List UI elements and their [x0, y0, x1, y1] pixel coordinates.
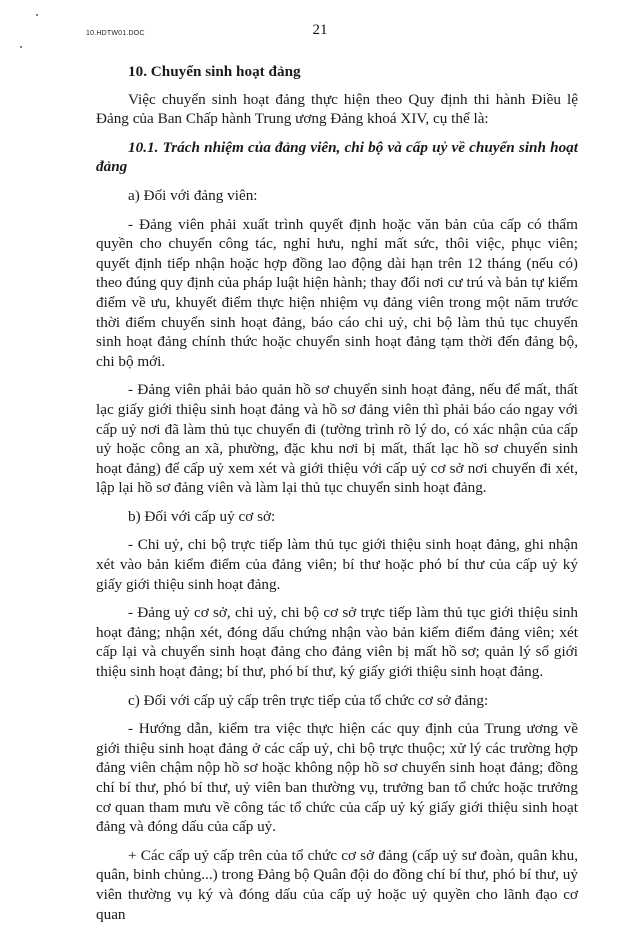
- section-intro: Việc chuyển sinh hoạt đảng thực hiện theo Quy định thi hành Điều lệ Đảng của Ban Chấp hành Trung ương Đảng khoá XIV, cụ thể là:: [96, 90, 578, 128]
- scan-speck: [20, 46, 22, 48]
- item-a-paragraph-2: - Đảng viên phải bảo quản hồ sơ chuyển sinh hoạt đảng, nếu để mất, thất lạc giấy giới thiệu sinh hoạt đảng và hồ sơ đảng viên thì phải báo cáo ngay với cấp uỷ nơi đã làm thủ tục chuyển đi (tường trình rõ lý do, có xác nhận của cấp uỷ hoặc công an xã, phường, đặc khu nơi bị mất, thất lạc hồ sơ chuyển sinh hoạt đảng) để cấp uỷ xem xét và giới thiệu với cấp uỷ cơ sở nơi chuyển đi xét, lập lại hồ sơ đảng viên và làm lại thủ tục chuyển sinh hoạt đảng.: [96, 381, 578, 497]
- item-b-label: b) Đối với cấp uỷ cơ sở:: [128, 507, 276, 525]
- page-number: 21: [312, 22, 328, 38]
- document-code: 10.HDTW01.DOC: [86, 30, 145, 37]
- item-c-paragraph-2: + Các cấp uỷ cấp trên của tổ chức cơ sở đảng (cấp uỷ sư đoàn, quân khu, quân, binh chủng...) trong Đảng bộ Quân đội do đồng chí bí thư, phó bí thư, uỷ viên thường vụ ký và đóng dấu của cấp uỷ hoặc uỷ quyền cho lãnh đạo cơ quan: [96, 846, 578, 923]
- section-heading: 10. Chuyển sinh hoạt đảng: [128, 63, 301, 80]
- item-a-paragraph-1: - Đảng viên phải xuất trình quyết định hoặc văn bản của cấp có thẩm quyền cho chuyển công tác, nghỉ hưu, nghỉ mất sức, thôi việc, phục viên; quyết định tiếp nhận hoặc hợp đồng lao động dài hạn trên 12 tháng (nếu có) theo đúng quy định của pháp luật hiện hành; thay đổi nơi cư trú và bản tự kiểm điểm về ưu, khuyết điểm thực hiện nhiệm vụ đảng viên trong một năm trước thời điểm chuyển sinh hoạt đảng, báo cáo chi uỷ, chi bộ làm thủ tục chuyển sinh hoạt đảng chính thức hoặc chuyển sinh hoạt đảng tạm thời đến đảng bộ, chi bộ mới.: [96, 215, 578, 370]
- scan-speck: [36, 14, 38, 16]
- item-c-label: c) Đối với cấp uỷ cấp trên trực tiếp của tổ chức cơ sở đảng:: [128, 691, 489, 709]
- item-a-label: a) Đối với đảng viên:: [128, 186, 258, 204]
- item-c-paragraph-1: - Hướng dẫn, kiểm tra việc thực hiện các quy định của Trung ương về giới thiệu sinh hoạt đảng ở các cấp uỷ, chi bộ trực thuộc; xử lý các trường hợp đảng viên chậm nộp hồ sơ hoặc không nộp hồ sơ chuyển sinh hoạt đảng; đồng chí bí thư, phó bí thư, uỷ viên ban thường vụ, trưởng ban tổ chức hoặc trưởng cơ quan tham mưu về công tác tổ chức của cấp uỷ ký giấy giới thiệu sinh hoạt đảng và đóng dấu của cấp uỷ.: [96, 720, 578, 836]
- document-body: [96, 62, 578, 933]
- subsection-heading: 10.1. Trách nhiệm của đảng viên, chi bộ và cấp uỷ về chuyển sinh hoạt đảng: [96, 138, 578, 176]
- item-b-paragraph-2: - Đảng uỷ cơ sở, chi uỷ, chi bộ cơ sở trực tiếp làm thủ tục giới thiệu sinh hoạt đảng; nhận xét, đóng dấu chứng nhận vào bản kiểm điểm đảng viên; xét cấp lại và chuyển sinh hoạt đảng cho đảng viên bị mất hồ sơ; quản lý sổ giới thiệu sinh hoạt đảng; bí thư, phó bí thư, ký giấy giới thiệu sinh hoạt đảng.: [96, 604, 578, 681]
- item-b-paragraph-1: - Chi uỷ, chi bộ trực tiếp làm thủ tục giới thiệu sinh hoạt đảng, ghi nhận xét vào bản kiểm điểm của đảng viên; bí thư hoặc phó bí thư của cấp uỷ ký giấy giới thiệu sinh hoạt đảng.: [96, 536, 578, 593]
